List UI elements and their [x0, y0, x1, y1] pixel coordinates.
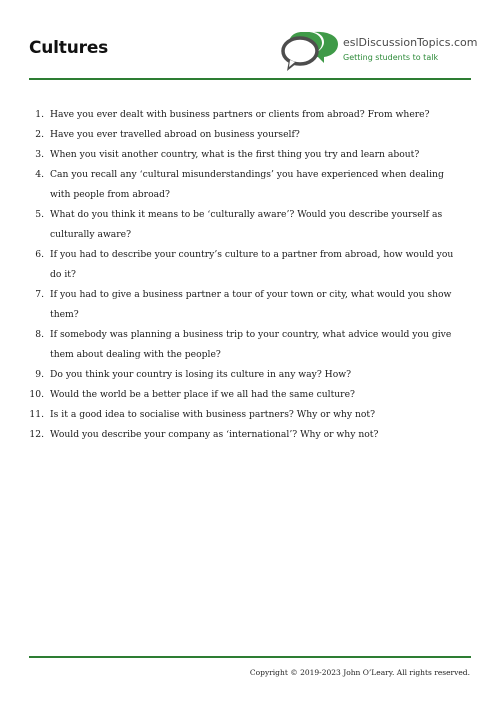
- question-text: Do you think your country is losing its culture in any way? How?: [50, 369, 352, 380]
- list-item: [29, 205, 465, 245]
- question-text: Is it a good idea to socialise with business partners? Why or why not?: [50, 409, 376, 420]
- question-number: 10.: [29, 389, 44, 400]
- question-text: If somebody was planning a business trip to your country, what advice would you give them about dealing with the people?: [50, 329, 452, 360]
- question-number: 3.: [35, 149, 44, 160]
- list-item: [29, 405, 465, 425]
- list-item: [29, 145, 465, 165]
- list-item: [29, 245, 465, 285]
- question-text: If you had to describe your country’s culture to a partner from abroad, how would you do it?: [50, 249, 454, 280]
- header-divider: [29, 78, 471, 80]
- question-text: What do you think it means to be ‘culturally aware’? Would you describe yourself as culturally aware?: [50, 209, 443, 240]
- question-list: [29, 105, 465, 445]
- speech-bubbles-icon: [280, 29, 340, 73]
- question-number: 8.: [35, 329, 44, 340]
- question-text: Have you ever dealt with business partners or clients from abroad? From where?: [50, 109, 430, 120]
- question-number: 7.: [35, 289, 44, 300]
- tagline: Getting students to talk: [343, 53, 439, 62]
- question-number: 4.: [35, 169, 44, 180]
- question-number: 6.: [35, 249, 44, 260]
- list-item: [29, 365, 465, 385]
- question-number: 9.: [35, 369, 44, 380]
- list-item: [29, 425, 465, 445]
- question-text: When you visit another country, what is the first thing you try and learn about?: [50, 149, 420, 160]
- question-text: Would you describe your company as ‘international’? Why or why not?: [50, 429, 379, 440]
- brand-name: eslDiscussionTopics.com: [343, 36, 478, 49]
- copyright-notice: Copyright © 2019-2023 John O’Leary. All rights reserved.: [249, 668, 470, 677]
- question-number: 11.: [29, 409, 44, 420]
- question-text: Would the world be a better place if we all had the same culture?: [50, 389, 355, 400]
- question-text: If you had to give a business partner a tour of your town or city, what would you show them?: [50, 289, 452, 320]
- page-title: Cultures: [29, 38, 109, 58]
- question-text: Have you ever travelled abroad on business yourself?: [50, 129, 300, 140]
- question-text: Can you recall any ‘cultural misunderstandings’ you have experienced when dealing with people from abroad?: [50, 169, 444, 200]
- question-number: 5.: [35, 209, 44, 220]
- footer-divider: [29, 656, 471, 658]
- list-item: [29, 285, 465, 325]
- list-item: [29, 325, 465, 365]
- question-number: 12.: [29, 429, 44, 440]
- list-item: [29, 125, 465, 145]
- question-number: 2.: [35, 129, 44, 140]
- list-item: [29, 385, 465, 405]
- list-item: [29, 165, 465, 205]
- list-item: [29, 105, 465, 125]
- question-number: 1.: [35, 109, 44, 120]
